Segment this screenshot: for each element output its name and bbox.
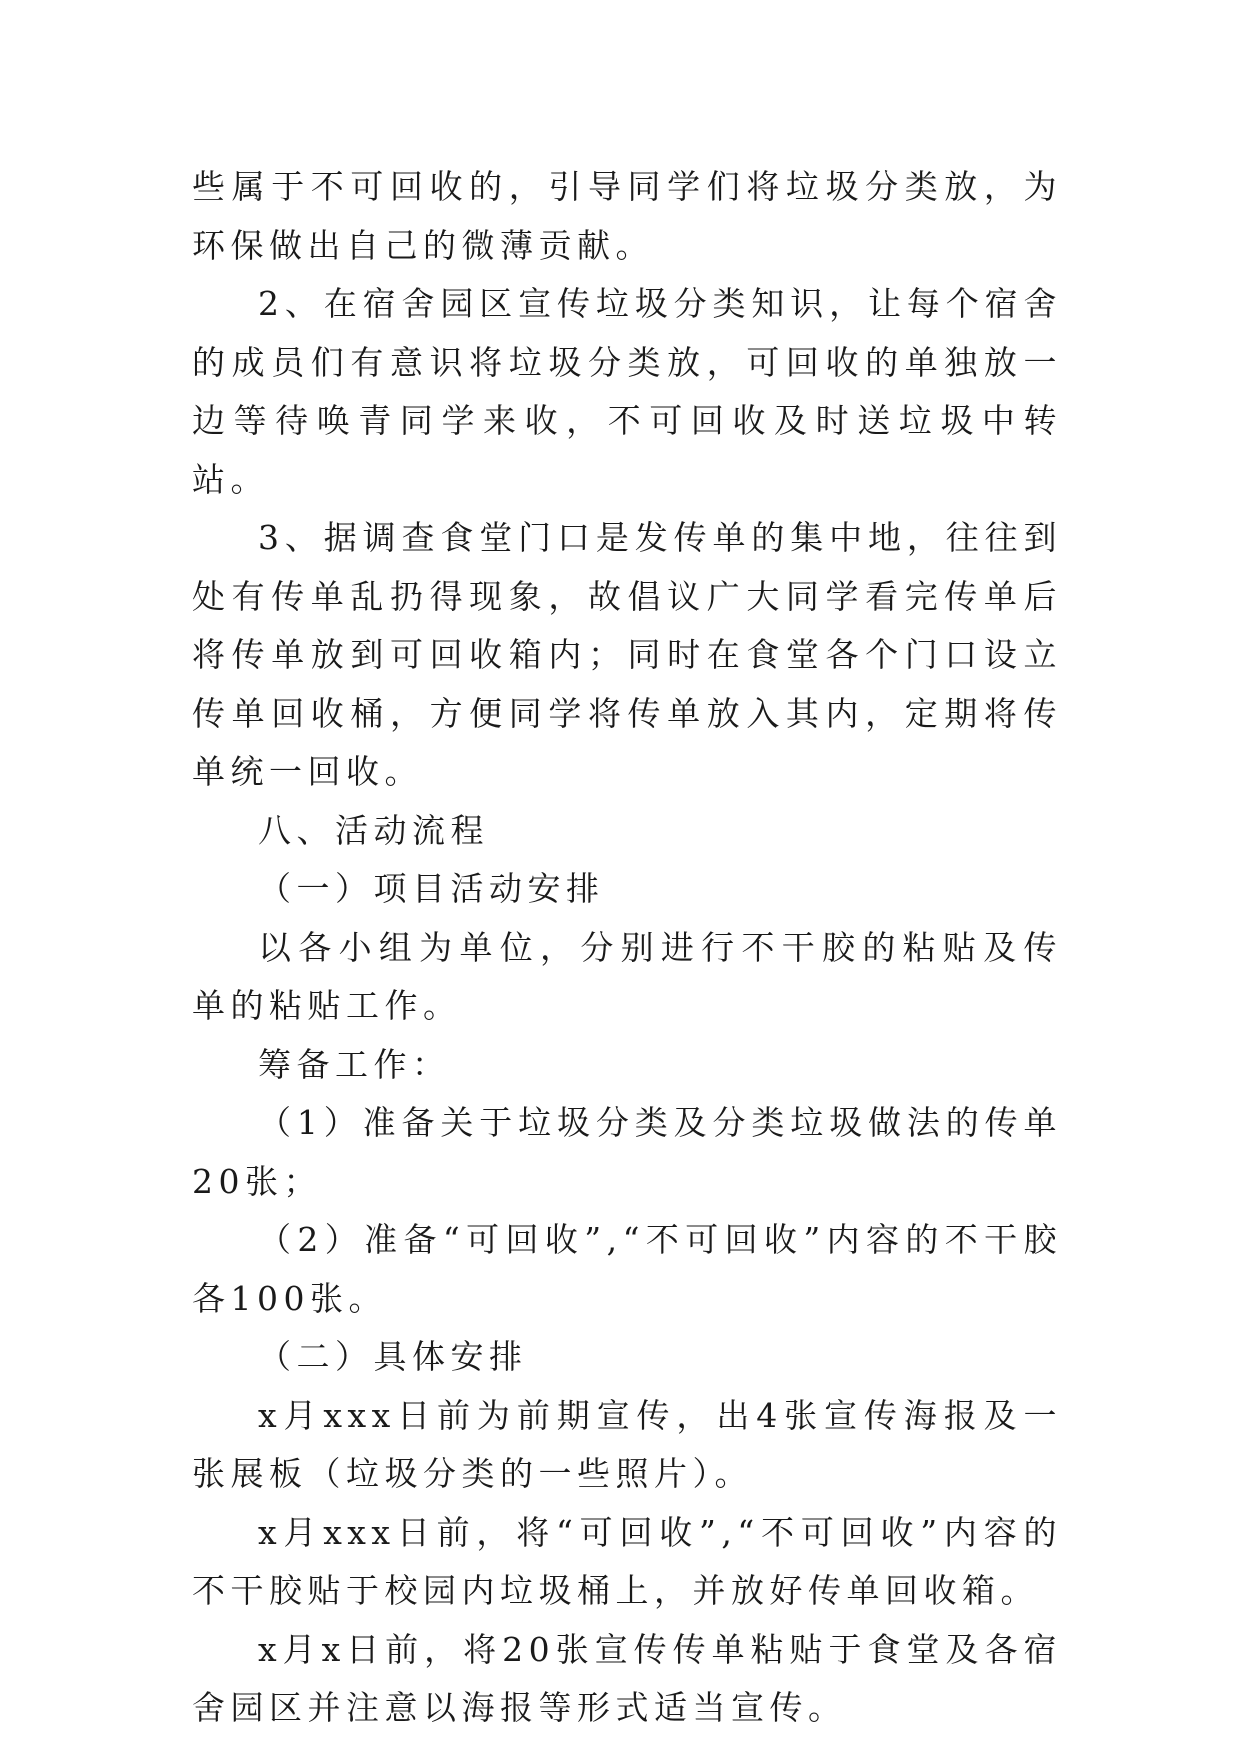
list-item-prepare-stickers: （2）准备“可回收”,“不可回收”内容的不干胶各100张。 bbox=[192, 1220, 1062, 1318]
paragraph-dorm-publicity: 2、在宿舍园区宣传垃圾分类知识，让每个宿舍的成员们有意识将垃圾分类放，可回收的单独放一边等待唤青同学来收，不可回收及时送垃圾中转站。 bbox=[192, 284, 1062, 499]
paragraph-preparation-label: 筹备工作： bbox=[258, 1044, 451, 1084]
paragraph-schedule-stickers: x月xxx日前，将“可回收”,“不可回收”内容的不干胶贴于校园内垃圾桶上，并放好传单回收箱。 bbox=[192, 1512, 1062, 1610]
paragraph-schedule-early-publicity: x月xxx日前为前期宣传，出4张宣传海报及一张展板（垃圾分类的一些照片）。 bbox=[192, 1395, 1062, 1493]
section-heading-activity-flow: 八、活动流程 bbox=[258, 810, 489, 850]
paragraph-canteen-flyers: 3、据调查食堂门口是发传单的集中地，往往到处有传单乱扔得现象，故倡议广大同学看完传单后将传单放到可回收箱内；同时在食堂各个门口设立传单回收桶，方便同学将传单放入其内，定期将传单统一回收。 bbox=[192, 518, 1062, 791]
document-body bbox=[192, 158, 1062, 1738]
subsection-heading-specific-arrangement: （二）具体安排 bbox=[258, 1337, 528, 1376]
paragraph-schedule-posting: x月x日前，将20张宣传传单粘贴于食堂及各宿舍园区并注意以海报等形式适当宣传。 bbox=[192, 1629, 1062, 1727]
paragraph-continuation: 些属于不可回收的，引导同学们将垃圾分类放，为环保做出自己的微薄贡献。 bbox=[192, 167, 1062, 265]
paragraph-group-work: 以各小组为单位，分别进行不干胶的粘贴及传单的粘贴工作。 bbox=[192, 927, 1062, 1025]
subsection-heading-project-arrangement: （一）项目活动安排 bbox=[258, 869, 605, 908]
list-item-prepare-flyers: （1）准备关于垃圾分类及分类垃圾做法的传单20张； bbox=[192, 1103, 1062, 1201]
